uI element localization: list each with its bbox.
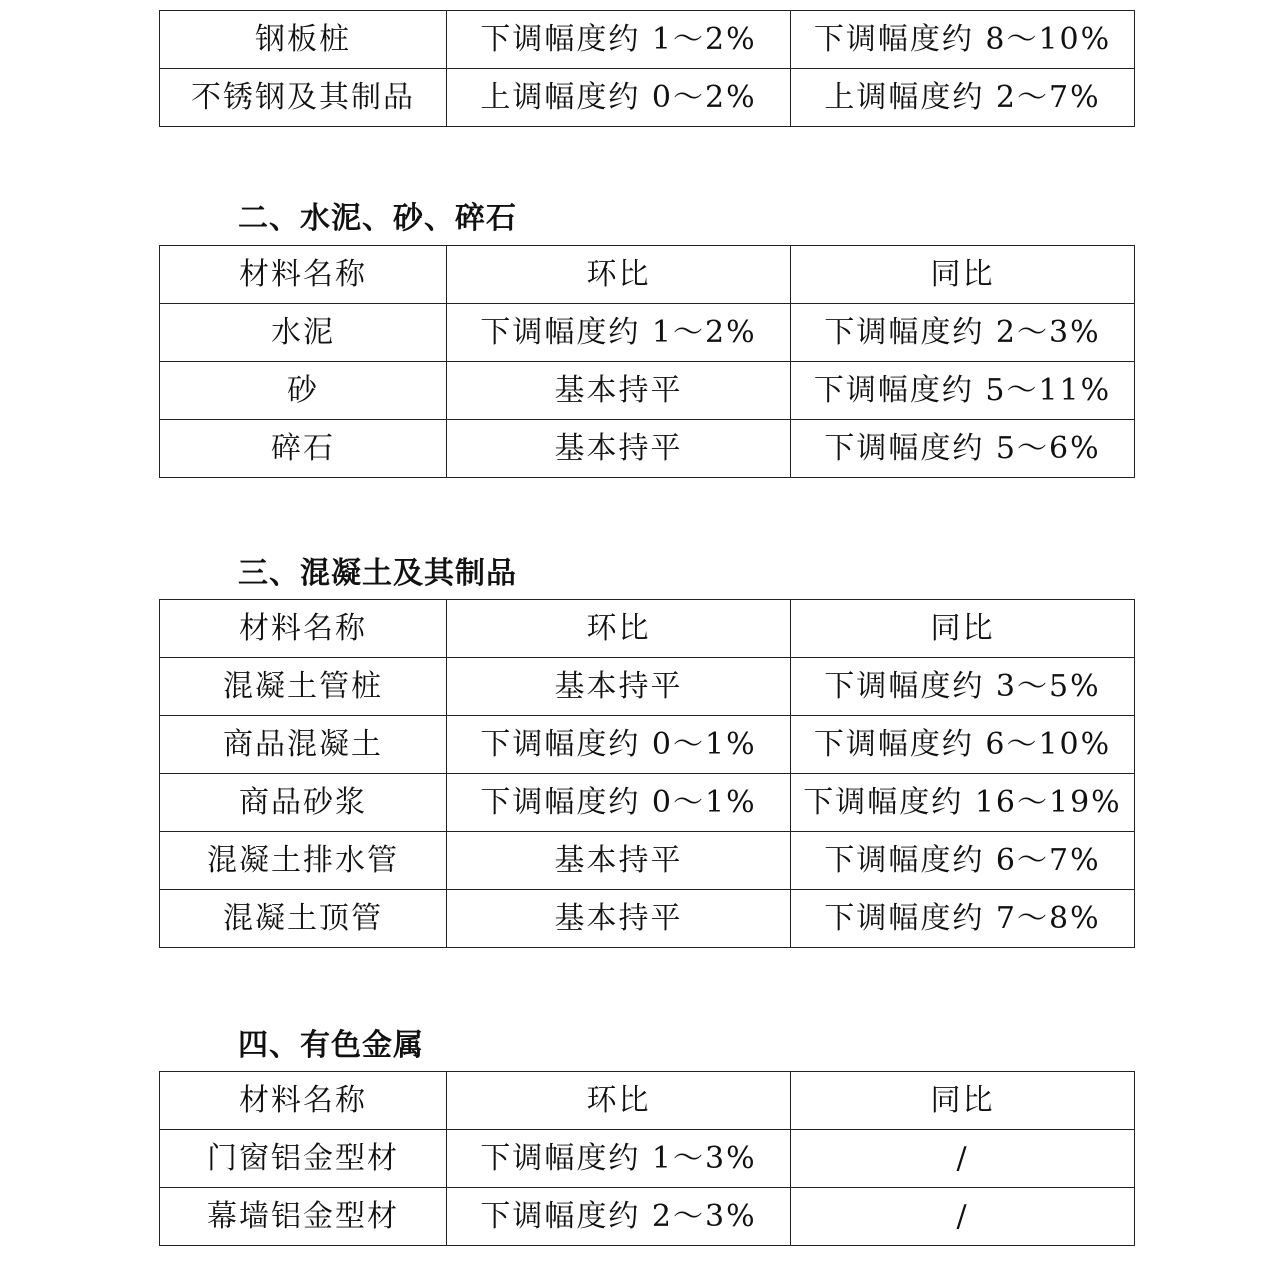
yoy-change-cell: 上调幅度约 2～7%	[791, 69, 1135, 127]
table-row	[160, 774, 1135, 832]
mom-change-cell: 基本持平	[447, 420, 791, 478]
yoy-change-cell: 下调幅度约 2～3%	[791, 304, 1135, 362]
table-header-row	[160, 600, 1135, 658]
table-row	[160, 69, 1135, 127]
mom-change-cell: 下调幅度约 1～3%	[447, 1130, 791, 1188]
material-name-cell: 混凝土排水管	[160, 832, 447, 890]
column-header-mom: 环比	[447, 1072, 791, 1130]
mom-change-cell: 基本持平	[447, 362, 791, 420]
nonferrous-price-table	[159, 1071, 1135, 1246]
mom-change-cell: 下调幅度约 0～1%	[447, 774, 791, 832]
column-header-yoy: 同比	[791, 246, 1135, 304]
yoy-change-cell: /	[791, 1188, 1135, 1246]
material-name-cell: 幕墙铝金型材	[160, 1188, 447, 1246]
column-header-material: 材料名称	[160, 600, 447, 658]
table-row	[160, 832, 1135, 890]
mom-change-cell: 基本持平	[447, 658, 791, 716]
table-row	[160, 420, 1135, 478]
material-name-cell: 砂	[160, 362, 447, 420]
column-header-yoy: 同比	[791, 1072, 1135, 1130]
material-name-cell: 门窗铝金型材	[160, 1130, 447, 1188]
yoy-change-cell: /	[791, 1130, 1135, 1188]
column-header-material: 材料名称	[160, 1072, 447, 1130]
section-heading-cement: 二、水泥、砂、碎石	[238, 201, 517, 236]
material-name-cell: 混凝土管桩	[160, 658, 447, 716]
material-name-cell: 钢板桩	[160, 11, 447, 69]
mom-change-cell: 下调幅度约 0～1%	[447, 716, 791, 774]
section-heading-concrete: 三、混凝土及其制品	[238, 556, 517, 591]
table-row	[160, 890, 1135, 948]
steel-price-table	[159, 10, 1135, 127]
section-heading-nonferrous: 四、有色金属	[238, 1028, 424, 1063]
table-row	[160, 716, 1135, 774]
table-row	[160, 1130, 1135, 1188]
yoy-change-cell: 下调幅度约 6～10%	[791, 716, 1135, 774]
column-header-mom: 环比	[447, 600, 791, 658]
yoy-change-cell: 下调幅度约 5～6%	[791, 420, 1135, 478]
mom-change-cell: 下调幅度约 1～2%	[447, 304, 791, 362]
column-header-yoy: 同比	[791, 600, 1135, 658]
column-header-material: 材料名称	[160, 246, 447, 304]
material-name-cell: 水泥	[160, 304, 447, 362]
yoy-change-cell: 下调幅度约 5～11%	[791, 362, 1135, 420]
material-name-cell: 碎石	[160, 420, 447, 478]
table-header-row	[160, 1072, 1135, 1130]
table-row	[160, 11, 1135, 69]
table-header-row	[160, 246, 1135, 304]
material-name-cell: 商品混凝土	[160, 716, 447, 774]
mom-change-cell: 基本持平	[447, 832, 791, 890]
table-row	[160, 304, 1135, 362]
material-name-cell: 不锈钢及其制品	[160, 69, 447, 127]
yoy-change-cell: 下调幅度约 3～5%	[791, 658, 1135, 716]
material-name-cell: 混凝土顶管	[160, 890, 447, 948]
table-row	[160, 1188, 1135, 1246]
column-header-mom: 环比	[447, 246, 791, 304]
yoy-change-cell: 下调幅度约 6～7%	[791, 832, 1135, 890]
mom-change-cell: 下调幅度约 2～3%	[447, 1188, 791, 1246]
yoy-change-cell: 下调幅度约 16～19%	[791, 774, 1135, 832]
mom-change-cell: 下调幅度约 1～2%	[447, 11, 791, 69]
material-name-cell: 商品砂浆	[160, 774, 447, 832]
cement-price-table	[159, 245, 1135, 478]
mom-change-cell: 上调幅度约 0～2%	[447, 69, 791, 127]
table-row	[160, 362, 1135, 420]
yoy-change-cell: 下调幅度约 8～10%	[791, 11, 1135, 69]
yoy-change-cell: 下调幅度约 7～8%	[791, 890, 1135, 948]
concrete-price-table	[159, 599, 1135, 948]
mom-change-cell: 基本持平	[447, 890, 791, 948]
table-row	[160, 658, 1135, 716]
